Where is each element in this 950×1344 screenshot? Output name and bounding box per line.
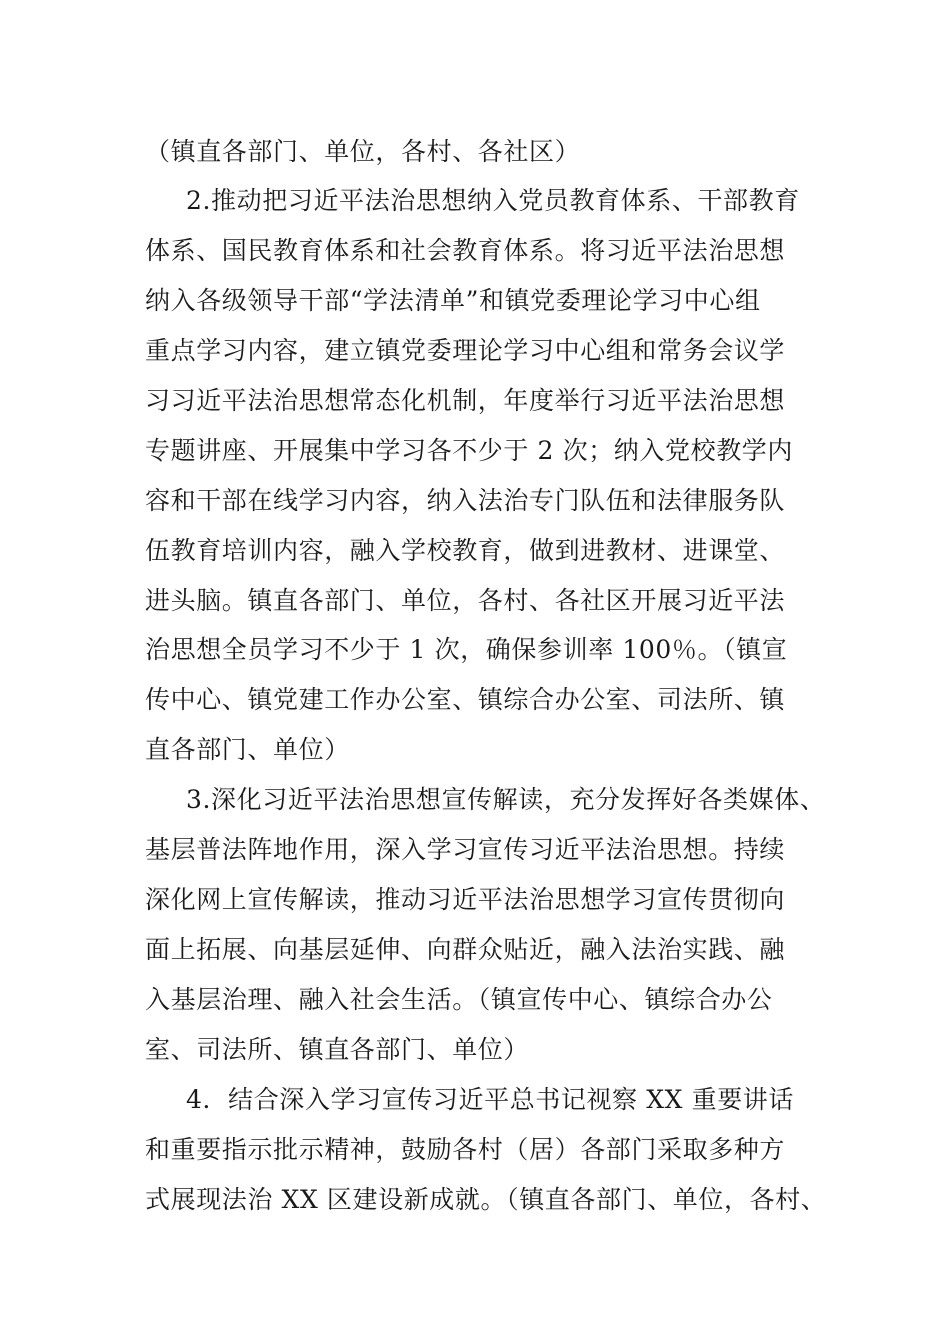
paragraph-2-line-9: 进头脑。镇直各部门、单位，各村、各社区开展习近平法 <box>145 586 786 615</box>
paragraph-4-line-3: 式展现法治 XX 区建设新成就。（镇直各部门、单位，各村、 <box>145 1185 827 1214</box>
paragraph-2-line-5: 习习近平法治思想常态化机制，年度举行习近平法治思想 <box>145 386 786 415</box>
text-line-1: （镇直各部门、单位，各村、各社区） <box>145 137 581 166</box>
paragraph-2-line-7: 容和干部在线学习内容，纳入法治专门队伍和法律服务队 <box>145 486 786 515</box>
paragraph-3-line-3: 深化网上宣传解读，推动习近平法治思想学习宣传贯彻向 <box>145 885 786 914</box>
paragraph-2-line-2: 体系、国民教育体系和社会教育体系。将习近平法治思想 <box>145 236 786 265</box>
paragraph-3-line-1: 3.深化习近平法治思想宣传解读，充分发挥好各类媒体、 <box>186 785 826 814</box>
paragraph-3-line-5: 入基层治理、融入社会生活。（镇宣传中心、镇综合办公 <box>145 985 773 1014</box>
paragraph-2-line-11: 传中心、镇党建工作办公室、镇综合办公室、司法所、镇 <box>145 685 786 714</box>
paragraph-2-line-4: 重点学习内容，建立镇党委理论学习中心组和常务会议学 <box>145 336 786 365</box>
paragraph-2-line-1: 2.推动把习近平法治思想纳入党员教育体系、干部教育 <box>186 186 800 215</box>
paragraph-4-line-2: 和重要指示批示精神，鼓励各村（居）各部门采取多种方 <box>145 1135 786 1164</box>
paragraph-4-line-1: 4．结合深入学习宣传习近平总书记视察 XX 重要讲话 <box>186 1085 794 1114</box>
paragraph-3-line-2: 基层普法阵地作用，深入学习宣传习近平法治思想。持续 <box>145 835 786 864</box>
paragraph-3-line-4: 面上拓展、向基层延伸、向群众贴近，融入法治实践、融 <box>145 935 786 964</box>
paragraph-3-line-6: 室、司法所、镇直各部门、单位） <box>145 1035 530 1064</box>
paragraph-2-line-12: 直各部门、单位） <box>145 735 350 764</box>
paragraph-2-line-10: 治思想全员学习不少于 1 次，确保参训率 100％。（镇宣 <box>145 635 788 664</box>
paragraph-2-line-6: 专题讲座、开展集中学习各不少于 2 次；纳入党校教学内 <box>145 436 794 465</box>
paragraph-2-line-3: 纳入各级领导干部“学法清单”和镇党委理论学习中心组 <box>145 286 761 315</box>
paragraph-2-line-8: 伍教育培训内容，融入学校教育，做到进教材、进课堂、 <box>145 536 786 565</box>
